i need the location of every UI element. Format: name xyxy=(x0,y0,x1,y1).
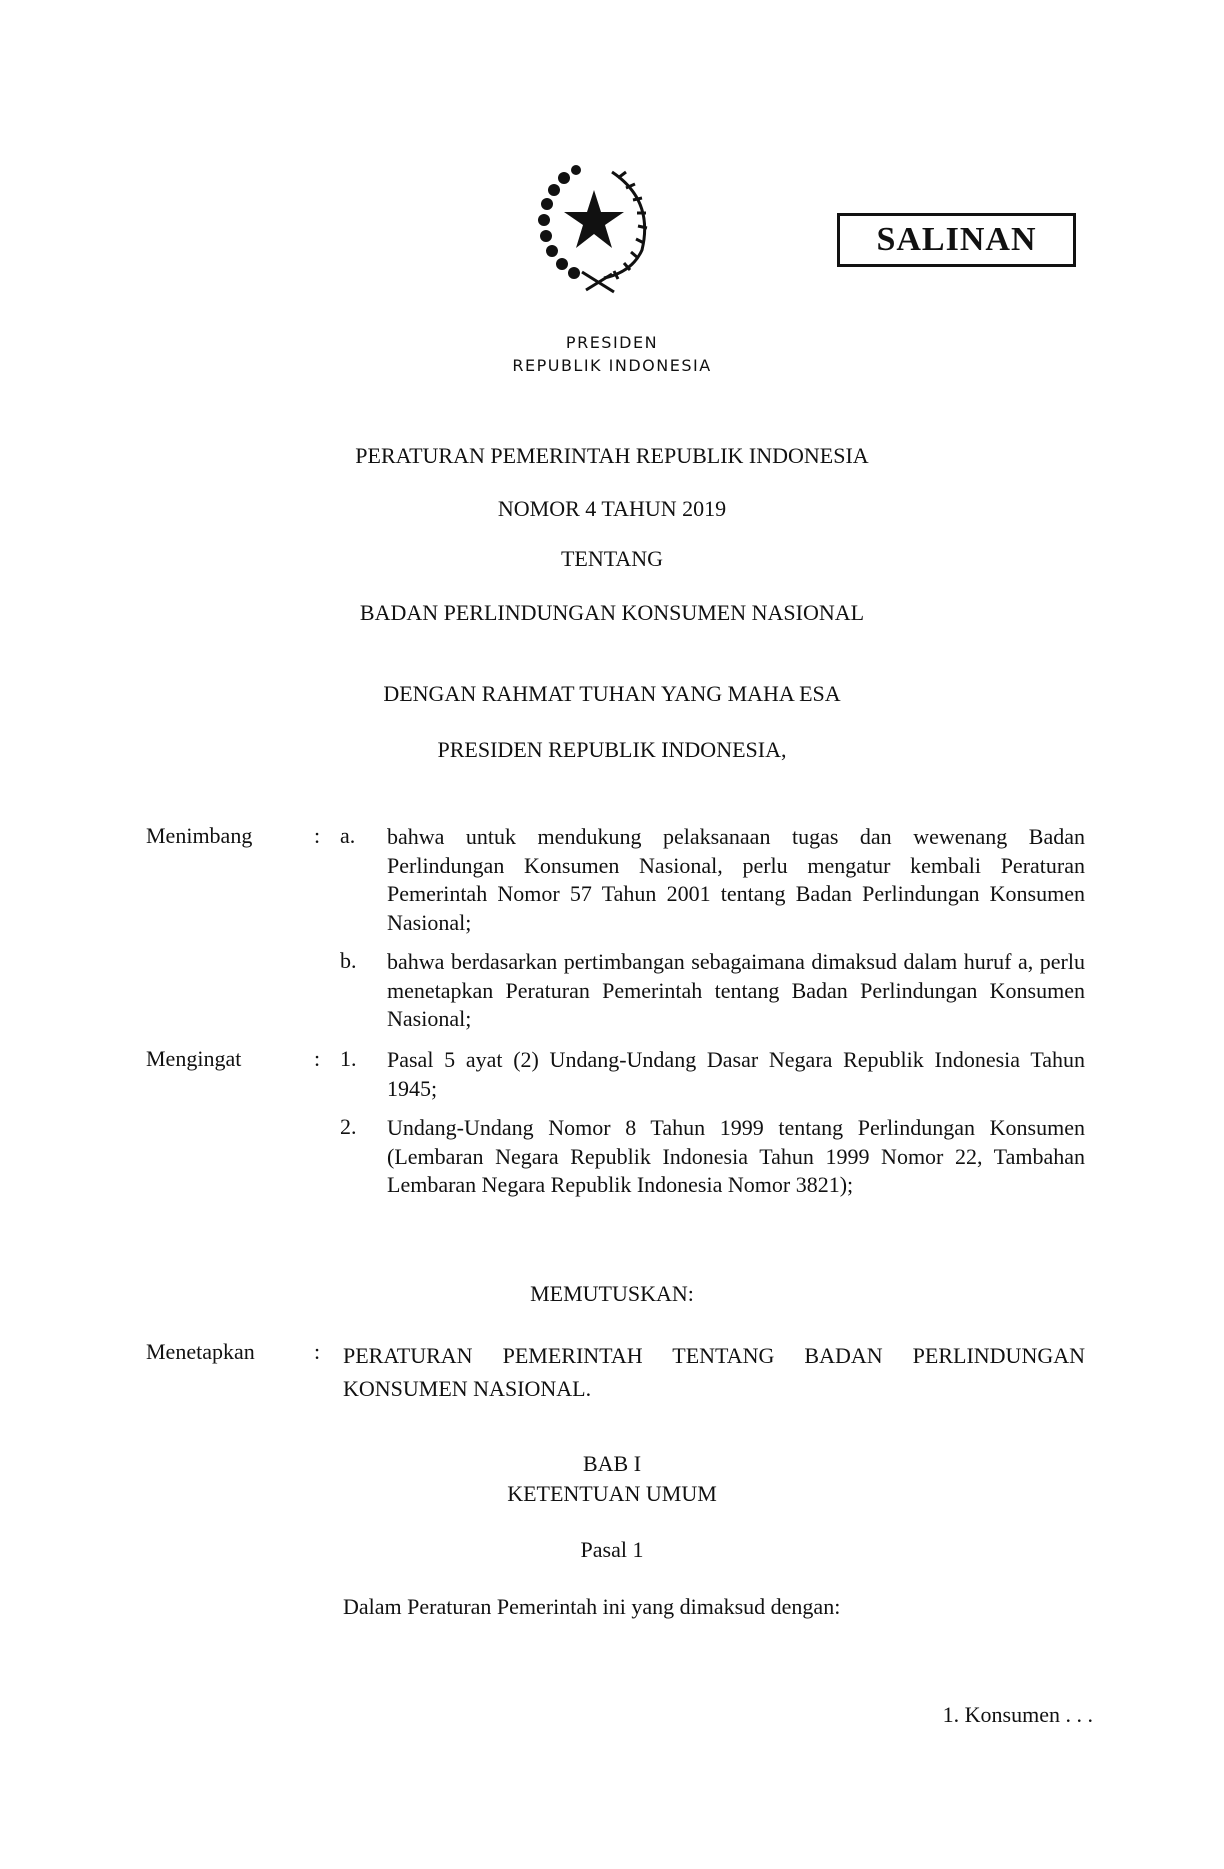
mengingat-item-1: Pasal 5 ayat (2) Undang-Undang Dasar Negara Republik Indonesia Tahun 1945; xyxy=(387,1047,1085,1101)
regulation-subject: BADAN PERLINDUNGAN KONSUMEN NASIONAL xyxy=(359,600,865,625)
mengingat-marker-1: 1. xyxy=(340,1046,357,1071)
salinan-stamp: SALINAN xyxy=(837,213,1076,267)
bab-number: BAB I xyxy=(582,1451,642,1476)
menetapkan-text: PERATURAN PEMERINTAH TENTANG BADAN PERLINDUNGAN KONSUMEN NASIONAL. xyxy=(343,1343,1085,1401)
menetapkan-colon: : xyxy=(314,1339,321,1364)
page-continuation: 1. Konsumen . . . xyxy=(942,1702,1093,1727)
preamble-dengan-rahmat: DENGAN RAHMAT TUHAN YANG MAHA ESA xyxy=(383,681,841,706)
pasal-intro: Dalam Peraturan Pemerintah ini yang dimaksud dengan: xyxy=(343,1594,841,1619)
preamble-presiden: PRESIDEN REPUBLIK INDONESIA, xyxy=(437,737,787,762)
menimbang-item-a: bahwa untuk mendukung pelaksanaan tugas dan wewenang Badan Perlindungan Konsumen Nasional, perlu mengatur kembali Peraturan Pemerintah Nomor 57 Tahun 2001 tentang Badan Perlindungan Konsumen Nasional; xyxy=(387,824,1085,936)
menimbang-marker-a: a. xyxy=(340,823,356,848)
mengingat-colon: : xyxy=(314,1046,321,1071)
menimbang-marker-b: b. xyxy=(340,948,357,973)
menimbang-colon: : xyxy=(314,823,321,848)
office-line-presiden: PRESIDEN xyxy=(565,333,659,352)
mengingat-marker-2: 2. xyxy=(340,1114,357,1139)
bab-title: KETENTUAN UMUM xyxy=(507,1481,717,1506)
pasal-heading: Pasal 1 xyxy=(580,1537,644,1562)
menimbang-item-b: bahwa berdasarkan pertimbangan sebagaimana dimaksud dalam huruf a, perlu menetapkan Peraturan Pemerintah tentang Badan Perlindungan Konsumen Nasional; xyxy=(387,949,1085,1032)
menimbang-label: Menimbang xyxy=(146,823,253,848)
presidential-emblem xyxy=(534,160,658,294)
mengingat-label: Mengingat xyxy=(146,1046,242,1071)
regulation-title: PERATURAN PEMERINTAH REPUBLIK INDONESIA xyxy=(355,443,869,468)
mengingat-item-2: Undang-Undang Nomor 8 Tahun 1999 tentang Perlindungan Konsumen (Lembaran Negara Republik Indonesia Tahun 1999 Nomor 22, Tambahan Lembaran Negara Republik Indonesia Nomor 3821); xyxy=(387,1115,1085,1198)
menetapkan-label: Menetapkan xyxy=(146,1339,255,1364)
regulation-tentang: TENTANG xyxy=(560,546,664,571)
regulation-number: NOMOR 4 TAHUN 2019 xyxy=(497,496,727,521)
memutuskan-heading: MEMUTUSKAN: xyxy=(530,1281,694,1306)
office-line-republik: REPUBLIK INDONESIA xyxy=(512,356,712,375)
